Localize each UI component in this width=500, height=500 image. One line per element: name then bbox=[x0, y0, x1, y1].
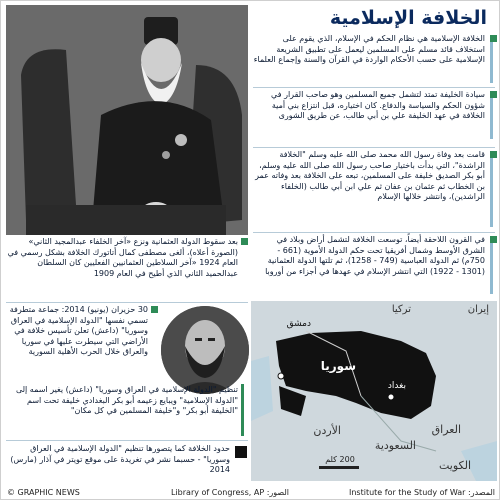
page-title: الخلافة الإسلامية bbox=[329, 7, 487, 29]
para-accent-bar bbox=[490, 35, 493, 83]
paragraph-6: 30 حزيران (يونيو) 2014: جماعة متطرفة تسمي نفسها "الدولة الإسلامية في العراق وسوريا" (داعش) تعلن تأسيس خلافة في الأراضي التي سيطرت عليها في سوريا والعراق خلال الحرب الأهلية السورية bbox=[9, 305, 148, 356]
paragraph-5: بعد سقوط الدولة العثمانية ونزع «آخر الخلفاء عبدالمجيد الثاني» (الصورة أعلاه)، ألغى مصطفى كمال أتاتورك الخلافة بشكل رسمي في العام 1924 «آخر السلاطين العثمانيين الفعليين كان السلطان عبدالحميد الثاني الذي أطيح في العام 1909 bbox=[7, 237, 238, 278]
region-map bbox=[251, 301, 497, 481]
footer-copyright: © GRAPHIC NEWS bbox=[7, 488, 80, 497]
paragraph-1: الخلافة الإسلامية هي نظام الحكم في الإسلام، الذي يقوم على استخلاف قائد مسلم على المسلمين ليعمل على تطبيق الشريعة الإسلامية على حسب الأحكام الواردة في القرآن والسنة وإجماع العلماء bbox=[253, 34, 485, 64]
map-label-baghdad: بغداد bbox=[387, 381, 406, 391]
map-label-iran: إيران bbox=[467, 304, 489, 315]
paragraph-3: قامت بعد وفاة رسول الله محمد صلى الله عليه وسلم "الخلافة الراشدة"، التي بدأت باختيار صاحب رسول الله صلى الله عليه وسلم، أبو بكر الصديق خليفة على المسلمين، تبعه على الخلافة بعد وفاته عمر بن الخطاب ثم عثمان بن عفان ثم علي ابن أبي طالب (الخلفاء الراشدين)، وانتشر خلالها الإسلام bbox=[255, 150, 485, 201]
map-label-damascus: دمشق bbox=[286, 319, 311, 329]
divider bbox=[253, 232, 495, 233]
para-marker bbox=[151, 306, 158, 313]
footer-photo-credit: Library of Congress, AP :الصور bbox=[171, 488, 289, 497]
footer-source: Institute for the Study of War :المصدر bbox=[349, 488, 495, 497]
para-accent-bar bbox=[490, 151, 493, 227]
map-label-saudi: السعودية bbox=[374, 439, 416, 452]
paragraph-4: في القرون اللاحقة أيضاً، توسعت الخلافة لتشمل أراض وبلاد في الشرق الأوسط وشمال أفريقيا تحت حكم الدولة الأموية (661 - 750م) ثم الدولة العباسية (749 - 1258)، ثم تلتها الدولة العثمانية (1301 - 1922) التي انتشر الإسلام في عهدها في أجزاء من أوروبا bbox=[265, 235, 485, 276]
divider bbox=[253, 87, 495, 88]
paragraph-8: حدود الخلافة كما يتصورها تنظيم "الدولة الإسلامية في العراق وسوريا" - حسبما نشر في تغريدة على موقع تويتر في آذار (مارس) 2014 bbox=[10, 444, 230, 474]
para-marker bbox=[490, 35, 497, 42]
paragraph-7: تنظيم "الدولة الإسلامية في العراق وسوريا" (داعش) يغير اسمه إلى "الدولة الإسلامية" ويبايع زعيمه أبو بكر البغدادي خليفة تحت اسم "الخليفة أبو بكر" و"خليفة المسلمين في كل مكان" bbox=[15, 385, 238, 415]
paragraph-2: سيادة الخليفة تمتد لتشمل جميع المسلمين وهو صاحب القرار في شؤون الحكم والسياسة والدفاع. كان اختياره، قبل انتزاع بني أمية الخلافة في عهد الخليفة علي بن أبي طالب، عن طريق الشورى bbox=[271, 90, 485, 120]
divider bbox=[6, 440, 248, 441]
para-marker bbox=[490, 91, 497, 98]
map-label-syria: سوريا bbox=[320, 359, 356, 373]
para-accent-bar bbox=[241, 384, 244, 436]
map-scale-label: 200 كلم bbox=[325, 455, 355, 464]
caliph-portrait-photo bbox=[6, 5, 248, 235]
para-marker bbox=[490, 151, 497, 158]
footer bbox=[1, 483, 500, 500]
divider bbox=[253, 147, 495, 148]
map-label-kuwait: الكويت bbox=[438, 459, 471, 472]
map-label-turkey: تركيا bbox=[391, 304, 411, 315]
map-label-iraq: العراق bbox=[431, 423, 461, 436]
para-accent-bar bbox=[490, 236, 493, 294]
para-marker bbox=[241, 238, 248, 245]
para-marker bbox=[490, 236, 497, 243]
baghdadi-portrait-photo bbox=[161, 306, 249, 394]
map-label-jordan: الأردن bbox=[313, 424, 341, 437]
divider bbox=[6, 302, 248, 303]
legend-swatch-territory bbox=[235, 446, 247, 458]
para-accent-bar bbox=[490, 91, 493, 139]
